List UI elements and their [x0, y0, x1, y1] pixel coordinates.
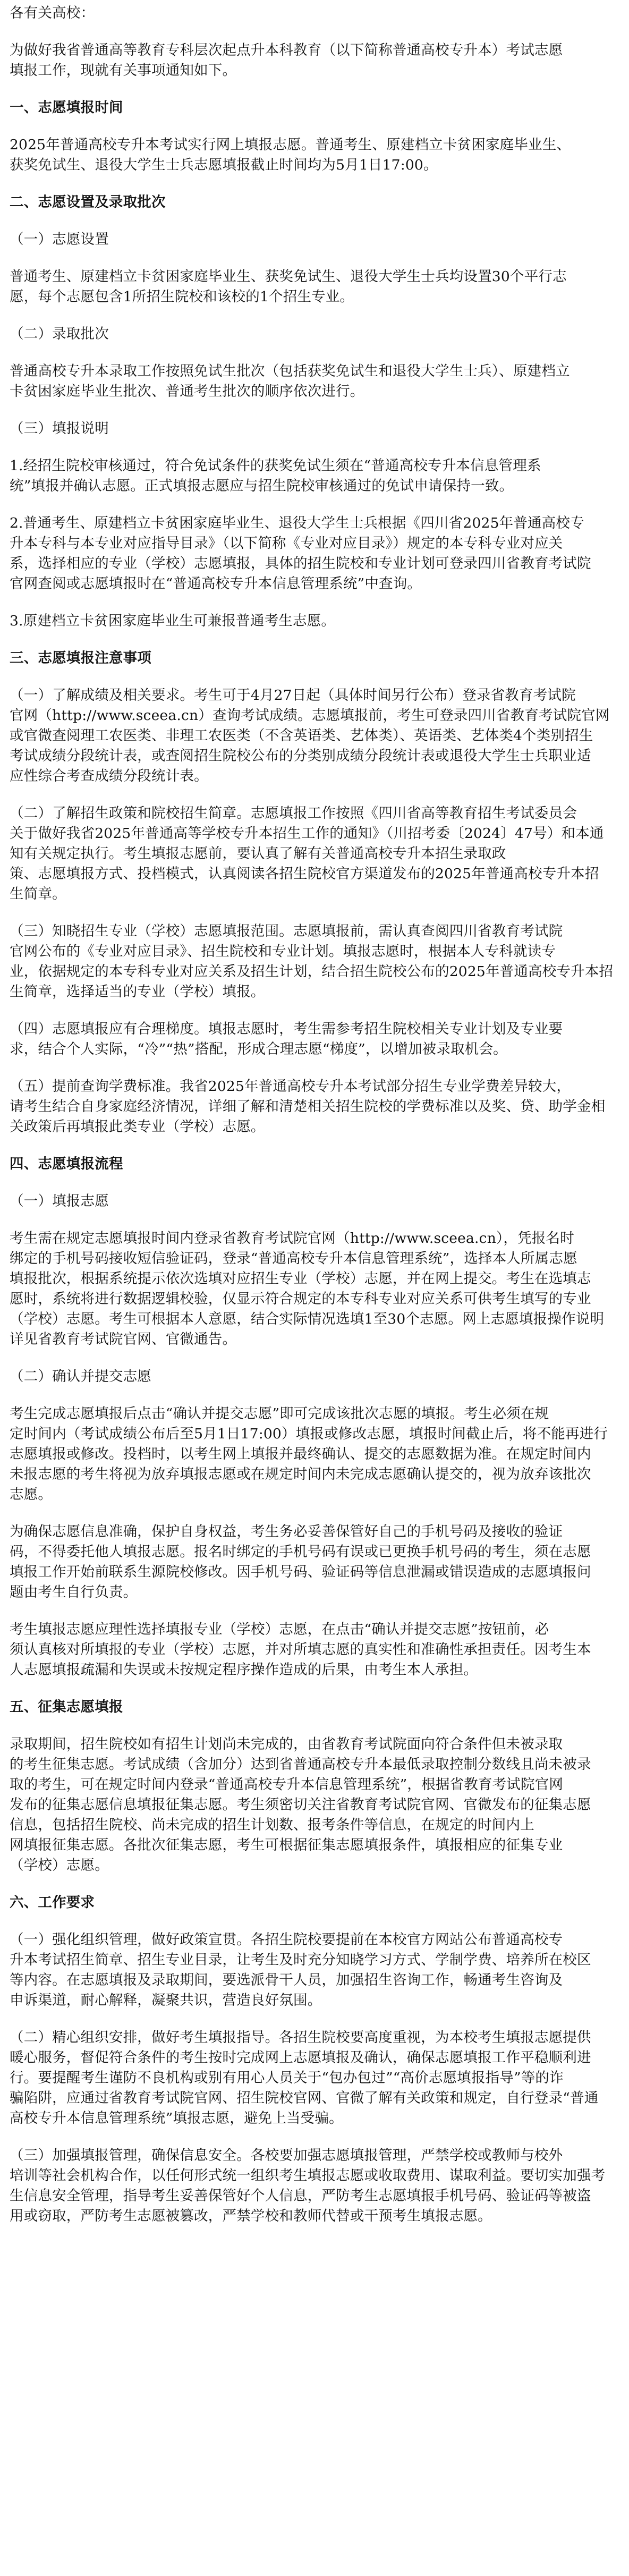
paragraph — [10, 1620, 624, 1680]
text-line: 取的考生，可在规定时间内登录“普通高校专升本信息管理系统”，根据省教育考试院官网 — [10, 1776, 564, 1793]
paragraph-gap — [10, 213, 624, 230]
text-line: 统”填报并确认志愿。正式填报志愿应与招生院校审核通过的免试申请保持一致。 — [10, 478, 514, 494]
text-line: 用或窃取，严防考生志愿被篡改，严禁学校和教师代替或干预考生填报志愿。 — [10, 2208, 492, 2224]
text-line: （三）知晓招生专业（学校）志愿填报范围。志愿填报前，需认真查阅四川省教育考试院 — [10, 923, 563, 939]
text-line: （二）精心组织安排，做好考生填报指导。各招生院校要高度重视，为本校考生填报志愿提供 — [10, 2029, 591, 2046]
paragraph — [10, 135, 624, 175]
text-line: 为做好我省普通高等教育专科层次起点升本科教育（以下简称普通高校专升本）考试志愿 — [10, 42, 563, 58]
text-line: 系，选择相应的专业（学校）志愿填报，具体的招生院校和专业计划可登录四川省教育考试院 — [10, 555, 591, 572]
paragraph — [10, 98, 624, 118]
text-line: 码，不得委托他人填报志愿。报名时绑定的手机号码有误或已更换手机号码的考生，须在志愿 — [10, 1544, 591, 1560]
paragraph-gap — [10, 904, 624, 921]
paragraph — [10, 1404, 624, 1505]
text-line: （一）填报志愿 — [10, 1193, 109, 1209]
paragraph-gap — [10, 1211, 624, 1228]
paragraph-gap — [10, 2129, 624, 2146]
section-heading: 四、志愿填报流程 — [10, 1156, 123, 1172]
text-line: 考生完成志愿填报后点击“确认并提交志愿”即可完成该批次志愿的填报。考生必须在规 — [10, 1405, 549, 1422]
text-line: （学校）志愿。考生可根据本人意愿，结合实际情况选填1至30个志愿。网上志愿填报操作说明 — [10, 1311, 605, 1327]
text-line: （一）了解成绩及相关要求。考生可于4月27日起（具体时间另行公布）登录省教育考试院 — [10, 687, 576, 704]
section-heading: 六、工作要求 — [10, 1894, 95, 1911]
text-line: 关于做好我省2025年普通高等学校专升本招生工作的通知》（川招考委〔2024〕47号）和本通 — [10, 825, 604, 842]
text-line: （一）志愿设置 — [10, 231, 109, 248]
paragraph-gap — [10, 1137, 624, 1154]
paragraph-gap — [10, 786, 624, 803]
paragraph — [10, 1522, 624, 1603]
text-line: 人志愿填报疏漏和失误或未按规定程序操作造成的后果，由考生本人承担。 — [10, 1662, 478, 1678]
text-line: 等内容。在志愿填报及录取期间，要选派骨干人员，加强招生咨询工作，畅通考生咨询及 — [10, 1972, 563, 1988]
text-line: 网填报征集志愿。各批次征集志愿，考生可根据征集志愿填报条件，填报相应的征集专业 — [10, 1837, 563, 1853]
text-line: （二）了解招生政策和院校招生简章。志愿填报工作按照《四川省高等教育招生考试委员会 — [10, 805, 577, 821]
paragraph — [10, 1077, 624, 1137]
paragraph-gap — [10, 1603, 624, 1620]
paragraph-gap — [10, 81, 624, 98]
paragraph — [10, 2028, 624, 2129]
text-line: 卡贫困家庭毕业生批次、普通考生批次的顺序依次进行。 — [10, 383, 364, 400]
text-line: 填报批次，根据系统提示依次选填对应招生专业（学校）志愿，并在网上提交。考生在选填志 — [10, 1270, 591, 1287]
text-line: 信息，包括招生院校、尚未完成的招生计划数、报考条件等信息，在规定的时间内上 — [10, 1817, 534, 1833]
text-line: 暖心服务，督促符合条件的考生按时完成网上志愿填报及确认，确保志愿填报工作平稳顺利进 — [10, 2049, 591, 2066]
paragraph-gap — [10, 1387, 624, 1404]
text-line: 生信息安全管理，指导考生妥善保管好个人信息，严防考生志愿填报手机号码、验证码等被盗 — [10, 2188, 591, 2204]
text-line: （三）加强填报管理，确保信息安全。各校要加强志愿填报管理，严禁学校或教师与校外 — [10, 2147, 563, 2164]
text-line: 普通高校专升本录取工作按照免试生批次（包括获奖免试生和退役大学生士兵）、原建档立 — [10, 363, 570, 379]
paragraph-gap — [10, 402, 624, 419]
paragraph — [10, 324, 624, 344]
paragraph-gap — [10, 1174, 624, 1191]
text-line: 获奖免试生、退役大学生士兵志愿填报截止时间均为5月1日17:00。 — [10, 157, 438, 173]
paragraph-gap — [10, 1350, 624, 1367]
text-line: 业，依据规定的本专科专业对应关系及招生计划，结合招生院校公布的2025年普通高校专升本招 — [10, 963, 614, 980]
paragraph — [10, 267, 624, 307]
text-line: （二）录取批次 — [10, 326, 109, 342]
text-line: 官网查阅或志愿填报时在“普通高校专升本信息管理系统”中查询。 — [10, 575, 422, 592]
text-line: 未报志愿的考生将视为放弃填报志愿或在规定时间内未完成志愿确认提交的，视为放弃该批次 — [10, 1466, 591, 1482]
text-line: 官网公布的《专业对应目录》、招生院校和专业计划。填报志愿时，根据本人专科就读专 — [10, 943, 556, 960]
paragraph-gap — [10, 1002, 624, 1019]
text-line: 须认真核对所填报的专业（学校）志愿，并对所填志愿的真实性和准确性承担责任。因考生本 — [10, 1641, 591, 1658]
text-line: 愿，每个志愿包含1所招生院校和该校的1个招生专业。 — [10, 289, 354, 305]
paragraph — [10, 230, 624, 250]
paragraph-gap — [10, 594, 624, 611]
paragraph — [10, 1154, 624, 1174]
paragraph — [10, 1191, 624, 1211]
text-line: 申诉渠道，耐心解释，凝聚共识，营造良好氛围。 — [10, 1992, 322, 2009]
text-line: 生简章，选择适当的专业（学校）填报。 — [10, 984, 265, 1000]
text-line: （二）确认并提交志愿 — [10, 1368, 151, 1385]
paragraph — [10, 40, 624, 81]
section-heading: 三、志愿填报注意事项 — [10, 650, 151, 666]
paragraph — [10, 2146, 624, 2226]
text-line: 关政策后再填报此类专业（学校）志愿。 — [10, 1118, 265, 1135]
text-line: 普通考生、原建档立卡贫困家庭毕业生、获奖免试生、退役大学生士兵均设置30个平行志 — [10, 268, 567, 285]
text-line: 请考生结合自身家庭经济情况，详细了解和清楚相关招生院校的学费标准以及奖、贷、助学金相 — [10, 1098, 606, 1115]
paragraph — [10, 192, 624, 213]
text-line: 填报工作，现就有关事项通知如下。 — [10, 62, 237, 79]
paragraph — [10, 1228, 624, 1350]
text-line: 3.原建档立卡贫困家庭毕业生可兼报普通考生志愿。 — [10, 613, 336, 629]
paragraph-gap — [10, 1505, 624, 1522]
paragraph — [10, 1367, 624, 1387]
paragraph — [10, 1697, 624, 1717]
paragraph-gap — [10, 1913, 624, 1930]
section-heading: 二、志愿设置及录取批次 — [10, 194, 166, 210]
paragraph-gap — [10, 307, 624, 324]
text-line: 的考生征集志愿。考试成绩（含加分）达到省普通高校专升本最低录取控制分数线且尚未被录 — [10, 1756, 591, 1773]
paragraph — [10, 456, 624, 496]
paragraph — [10, 803, 624, 904]
text-line: 官网（http://www.sceea.cn）查询考试成绩。志愿填报前，考生可登录四川省教育考试院官网 — [10, 707, 610, 724]
text-line: （学校）志愿。 — [10, 1857, 109, 1874]
text-line: 升本考试招生简章、招生专业目录，让考生及时充分知晓学习方式、学制学费、培养所在校区 — [10, 1952, 591, 1968]
text-line: 考生需在规定志愿填报时间内登录省教育考试院官网（http://www.sceea.cn），凭报名时 — [10, 1230, 574, 1247]
text-line: 详见省教育考试院官网、官微通告。 — [10, 1331, 237, 1348]
text-line: （四）志愿填报应有合理梯度。填报志愿时，考生需参考招生院校相关专业计划及专业要 — [10, 1021, 563, 1037]
text-line: 志愿填报或修改。投档时，以考生网上填报并最终确认、提交的志愿数据为准。在规定时间内 — [10, 1446, 591, 1462]
paragraph-gap — [10, 1717, 624, 1734]
text-line: 或官微查阅理工农医类、非理工农医类（不含英语类、艺体类）、英语类、艺体类4个类别招生 — [10, 727, 593, 744]
text-line: 生简章。 — [10, 886, 66, 902]
paragraph-gap — [10, 1876, 624, 1893]
paragraph — [10, 1734, 624, 1876]
text-line: （一）强化组织管理，做好政策宣贯。各招生院校要提前在本校官方网站公布普通高校专 — [10, 1931, 563, 1948]
text-line: 策、志愿填报方式、投档模式，认真阅读各招生院校官方渠道发布的2025年普通高校专升本招 — [10, 866, 599, 882]
paragraph — [10, 1019, 624, 1060]
text-line: 2025年普通高校专升本考试实行网上填报志愿。普通考生、原建档立卡贫困家庭毕业生、 — [10, 137, 571, 153]
text-line: （五）提前查询学费标准。我省2025年普通高校专升本考试部分招生专业学费差异较大， — [10, 1078, 571, 1095]
paragraph-gap — [10, 118, 624, 135]
paragraph — [10, 1930, 624, 2011]
paragraph-gap — [10, 631, 624, 648]
paragraph-gap — [10, 1060, 624, 1077]
text-line: （三）填报说明 — [10, 420, 109, 437]
paragraph — [10, 648, 624, 668]
text-line: 填报工作开始前联系生源院校修改。因手机号码、验证码等信息泄漏或错误造成的志愿填报问 — [10, 1564, 591, 1580]
text-line: 绑定的手机号码接收短信验证码，登录“普通高校专升本信息管理系统”，选择本人所属志愿 — [10, 1250, 577, 1267]
section-heading: 一、志愿填报时间 — [10, 99, 123, 116]
text-line: 1.经招生院校审核通过，符合免试条件的获奖免试生须在“普通高校专升本信息管理系 — [10, 457, 541, 474]
text-line: 培训等社会机构合作，以任何形式统一组织考生填报志愿或收取费用、谋取利益。要切实加强考 — [10, 2167, 606, 2184]
paragraph-gap — [10, 496, 624, 513]
text-line: 题由考生自行负责。 — [10, 1584, 138, 1600]
paragraph — [10, 611, 624, 631]
paragraph-gap — [10, 2011, 624, 2028]
text-line: 骗陷阱，应通过省教育考试院官网、招生院校官网、官微了解有关政策和规定，自行登录“普通 — [10, 2090, 599, 2106]
text-line: 考试成绩分段统计表，或查阅招生院校公布的分类别成绩分段统计表或退役大学生士兵职业适 — [10, 748, 591, 764]
text-line: 应性综合考查成绩分段统计表。 — [10, 768, 208, 784]
paragraph — [10, 513, 624, 594]
text-line: 高校专升本信息管理系统”填报志愿，避免上当受骗。 — [10, 2110, 343, 2126]
text-line: 知有关规定执行。考生填报志愿前，要认真了解有关普通高校专升本招生录取政 — [10, 845, 506, 862]
text-line: 定时间内（考试成绩公布后至5月1日17:00）填报或修改志愿，填报时间截止后，将不能再进行 — [10, 1426, 608, 1442]
paragraph-gap — [10, 175, 624, 192]
paragraph-gap — [10, 1680, 624, 1697]
paragraph — [10, 3, 624, 23]
text-line: 志愿。 — [10, 1486, 53, 1503]
section-heading: 五、征集志愿填报 — [10, 1699, 123, 1715]
text-line: 各有关高校： — [10, 5, 95, 21]
paragraph-gap — [10, 250, 624, 267]
paragraph-gap — [10, 668, 624, 685]
text-line: 2.普通考生、原建档立卡贫困家庭毕业生、退役大学生士兵根据《四川省2025年普通高校专 — [10, 515, 584, 531]
paragraph-gap — [10, 344, 624, 361]
text-line: 愿时，系统将进行数据逻辑校验，仅显示符合规定的本专科专业对应关系可供考生填写的专业 — [10, 1291, 591, 1307]
text-line: 求，结合个人实际，“冷”“热”搭配，形成合理志愿“梯度”，以增加被录取机会。 — [10, 1041, 507, 1057]
paragraph — [10, 921, 624, 1002]
paragraph — [10, 419, 624, 439]
paragraph — [10, 1893, 624, 1913]
text-line: 考生填报志愿应理性选择填报专业（学校）志愿，在点击“确认并提交志愿”按钮前，必 — [10, 1621, 549, 1638]
text-line: 录取期间，招生院校如有招生计划尚未完成的，由省教育考试院面向符合条件但未被录取 — [10, 1736, 563, 1752]
text-line: 行。要提醒考生谨防不良机构或别有用心人员关于“包办包过”“高价志愿填报指导”等的诈 — [10, 2070, 564, 2086]
paragraph-gap — [10, 23, 624, 40]
paragraph — [10, 685, 624, 786]
text-line: 升本专科与本专业对应指导目录》（以下简称《专业对应目录》）规定的本专科专业对应关 — [10, 535, 563, 552]
paragraph-gap — [10, 439, 624, 456]
paragraph — [10, 361, 624, 402]
text-line: 为确保志愿信息准确，保护自身权益，考生务必妥善保管好自己的手机号码及接收的验证 — [10, 1523, 563, 1540]
text-line: 发布的征集志愿信息填报征集志愿。考生须密切关注省教育考试院官网、官微发布的征集志愿 — [10, 1797, 591, 1813]
